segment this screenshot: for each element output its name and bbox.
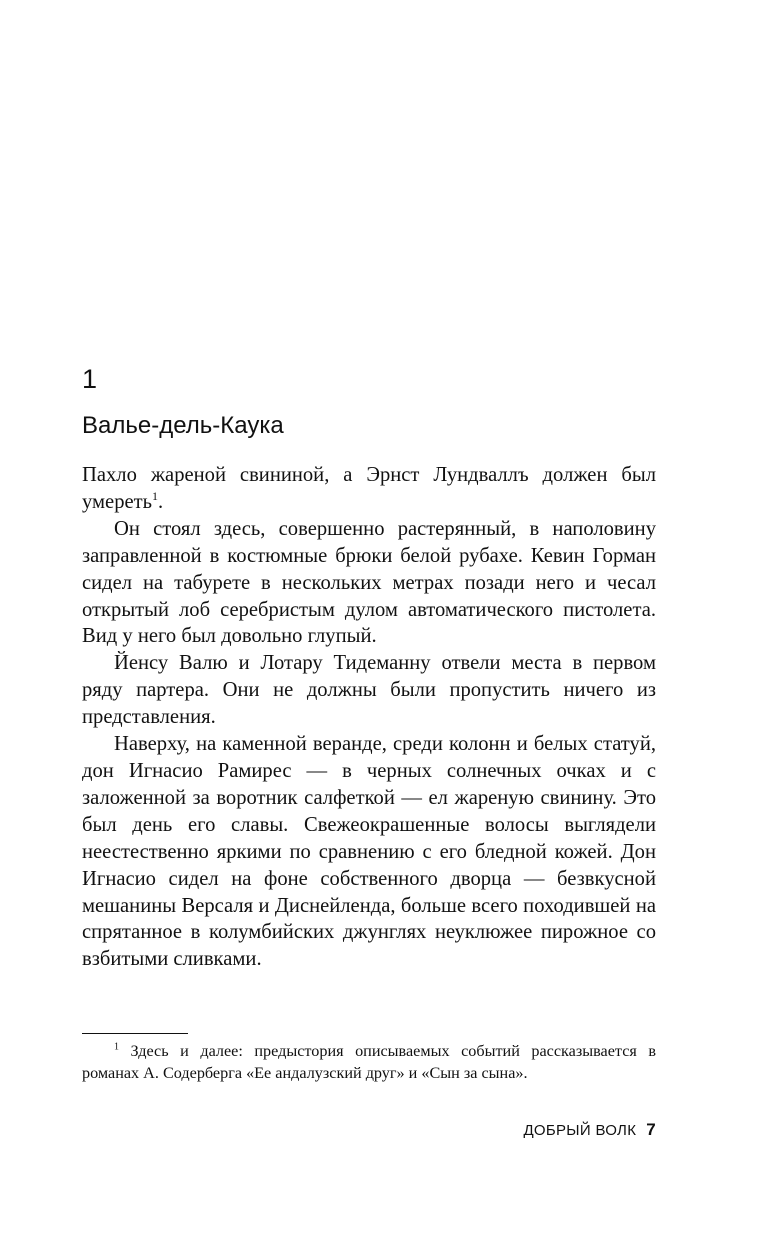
chapter-title: Валье-дель-Каука <box>82 412 284 439</box>
footnote-reference: 1 <box>152 489 159 504</box>
chapter-body <box>82 462 656 973</box>
footnote-text: Здесь и далее: предыстория описываемых событий рассказывается в романах А. Содерберга «Ее андалузский друг» и «Сын за сына». <box>82 1042 656 1082</box>
running-footer <box>523 1120 656 1141</box>
paragraph-1-ending: . <box>158 490 164 513</box>
footer-book-title: ДОБРЫЙ ВОЛК <box>523 1122 637 1139</box>
paragraph-1-text: Пахло жареной свининой, а Эрнст Лундваллъ должен был умереть <box>82 464 656 513</box>
footnote-divider <box>82 1033 188 1034</box>
paragraph-1 <box>82 462 656 516</box>
chapter-number: 1 <box>82 364 98 394</box>
footnote <box>82 1041 656 1084</box>
page-number: 7 <box>646 1120 656 1139</box>
paragraph-2: Он стоял здесь, совершенно растерянный, в наполовину заправленной в костюмные брюки белой рубахе. Кевин Горман сидел на табурете в нескольких метрах позади него и чесал открытый лоб серебристым дулом автоматического пистолета. Вид у него был довольно глупый. <box>82 517 656 648</box>
paragraph-3: Йенсу Валю и Лотару Тидеманну отвели места в первом ряду партера. Они не должны были пропустить ничего из представления. <box>82 652 656 729</box>
paragraph-4: Наверху, на каменной веранде, среди колонн и белых статуй, дон Игнасио Рамирес — в черных солнечных очках и с заложенной за воротник салфеткой — ел жареную свинину. Это был день его славы. Свежеокрашенные волосы выглядели неестественно яркими по сравнению с его бледной кожей. Дон Игнасио сидел на фоне собственного дворца — безвкусной мешанины Версаля и Диснейленда, больше всего походившей на спрятанное в колумбийских джунглях неуклюжее пирожное со взбитыми сливками. <box>82 733 656 971</box>
footnote-marker: 1 <box>114 1041 119 1053</box>
